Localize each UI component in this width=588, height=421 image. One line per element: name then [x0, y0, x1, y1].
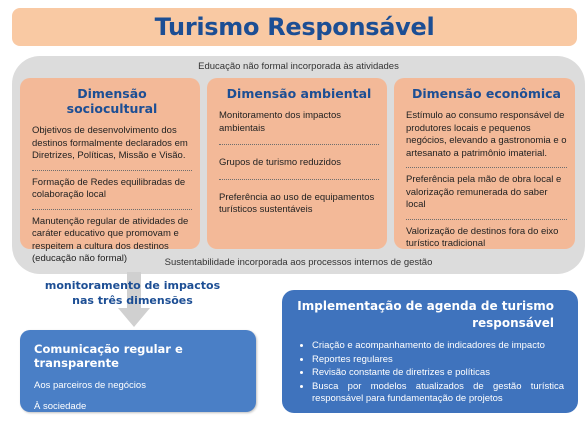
implementation-title: Implementação de agenda de turismo responsável	[297, 299, 554, 330]
card-item: Manutenção regular de atividades de caráter educativo que promovam e respeitem a cultura dos destinos (educação não formal)	[32, 215, 189, 264]
outer-bottom-caption: Sustentabilidade incorporada aos processos internos de gestão	[164, 257, 433, 268]
page-title: Turismo Responsável	[154, 13, 435, 41]
card-item: Valorização de destinos fora do eixo turístico tradicional	[406, 225, 559, 249]
list-item: • Criação e acompanhamento de indicadores de impacto	[312, 340, 564, 353]
card-title: Dimensão ambiental	[226, 86, 372, 101]
communication-title: Comunicação regular e transparente	[34, 342, 183, 370]
card-item: Objetivos de desenvolvimento dos destinos formalmente declarados em Diretrizes, Políticas, Missão e Visão.	[32, 125, 192, 171]
card-ambiental	[207, 78, 387, 249]
list-item: • Busca por modelos atualizados de gestão turística responsável para fundamentação de projetos	[312, 381, 564, 406]
card-item: Preferência pela mão de obra local e valorização remunerada do saber local	[406, 174, 567, 220]
communication-box	[20, 330, 256, 412]
title-banner	[12, 8, 577, 46]
list-item: • Revisão constante de diretrizes e políticas	[312, 367, 564, 380]
outer-top-caption: Educação não formal incorporada às atividades	[198, 61, 399, 72]
arrow-label: monitoramento de impactos nas três dimensões	[44, 279, 221, 307]
card-item: Formação de Redes equilibradas de colaboração local	[32, 177, 192, 210]
communication-item: Aos parceiros de negócios	[34, 380, 146, 391]
card-title: Dimensão sociocultural	[66, 86, 158, 116]
card-economica	[394, 78, 575, 249]
card-item: Preferência ao uso de equipamentos turísticos sustentáveis	[219, 191, 375, 215]
list-item: • Reportes regulares	[312, 354, 564, 367]
implementation-box	[282, 290, 578, 413]
card-sociocultural	[20, 78, 200, 264]
card-item: Estímulo ao consumo responsável de produtores locais e pequenos negócios, elevando a gastronomia e o artesanato a patrimônio imaterial.	[406, 110, 567, 168]
card-item: Monitoramento dos impactos ambientais	[219, 110, 379, 145]
communication-item: À sociedade	[34, 401, 87, 412]
implementation-list	[296, 340, 564, 406]
card-item: Grupos de turismo reduzidos	[219, 157, 379, 180]
card-title: Dimensão econômica	[412, 86, 561, 101]
